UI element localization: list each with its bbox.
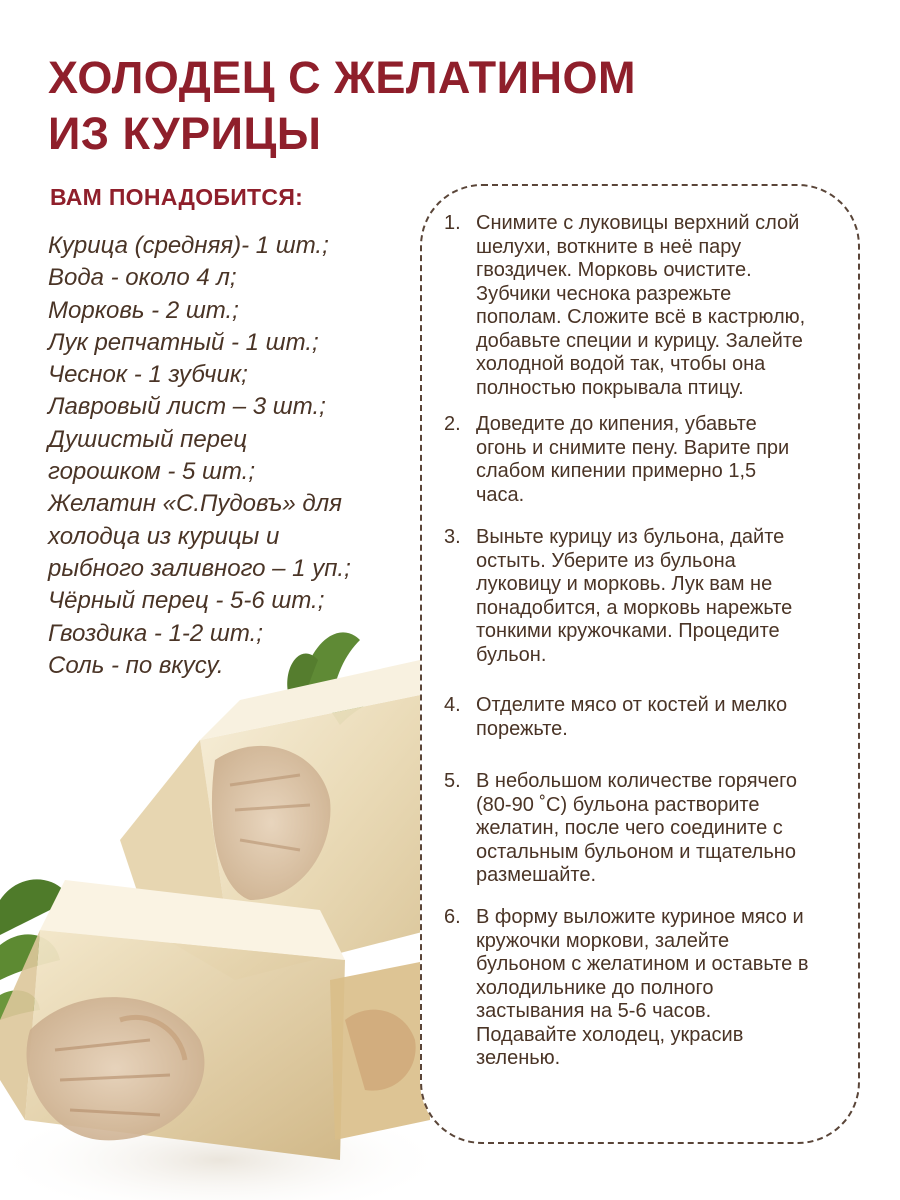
step-number: 1.: [444, 212, 461, 234]
step-text: [476, 694, 868, 741]
step-line: Выньте курицу из бульона, дайте: [476, 526, 785, 548]
step-number: 2.: [444, 413, 461, 435]
step-line: застывания на 5-6 часов.: [476, 1000, 712, 1022]
step-line: Зубчики чеснока разрежьте: [476, 282, 732, 305]
step-line: остыть. Уберите из бульона: [476, 549, 736, 572]
step-line: бульоном с желатином и оставьте в: [476, 953, 809, 975]
step-line: тонкими кружочками. Процедите: [476, 620, 780, 642]
step-line: луковицу и морковь. Лук вам не: [476, 573, 773, 595]
step-line: холодной водой так, чтобы она: [476, 353, 766, 375]
jellied-chicken-illustration: [0, 600, 430, 1200]
ingredient-line: Чёрный перец - 5-6 шт.;: [48, 587, 325, 615]
jelly-cube-front: [0, 880, 345, 1160]
step-text: [476, 906, 868, 1071]
ingredient-line: горошком - 5 шт.;: [48, 458, 255, 486]
recipe-title: [48, 50, 636, 162]
step-line: пополам. Сложите всё в кастрюлю,: [476, 306, 806, 328]
step-line: огонь и снимите пену. Варите при: [476, 436, 790, 459]
step-line: остальным бульоном и тщательно: [476, 840, 796, 863]
step-line: шелухи, воткните в неё пару: [476, 235, 742, 258]
step-line: полностью покрывала птицу.: [476, 376, 744, 399]
ingredient-line: Душистый перец: [48, 425, 248, 453]
step-line: Доведите до кипения, убавьте: [476, 413, 757, 435]
step-line: часа.: [476, 483, 525, 506]
step-text: [476, 526, 868, 667]
step-line: В небольшом количестве горячего: [476, 770, 798, 792]
step-line: зеленью.: [476, 1047, 561, 1069]
step-line: кружочки моркови, залейте: [476, 929, 730, 952]
step-line: размешайте.: [476, 864, 597, 886]
step-line: Отделите мясо от костей и мелко: [476, 694, 788, 716]
ingredient-line: Лук репчатный - 1 шт.;: [48, 328, 319, 356]
ingredient-line: Соль - по вкусу.: [48, 651, 224, 679]
step-line: добавьте специи и курицу. Залейте: [476, 329, 803, 352]
ingredient-line: холодца из курицы и: [48, 522, 280, 550]
step-line: В форму выложите куриное мясо и: [476, 906, 804, 928]
ingredient-line: Гвоздика - 1-2 шт.;: [48, 619, 263, 647]
jelly-cube-right: [330, 960, 430, 1140]
step-line: желатин, после чего соедините с: [476, 817, 783, 839]
ingredient-line: Вода - около 4 л;: [48, 264, 237, 292]
ingredient-line: Лавровый лист – 3 шт.;: [48, 393, 326, 421]
step-number: 5.: [444, 770, 461, 792]
ingredient-line: Курица (средняя)- 1 шт.;: [48, 232, 329, 259]
recipe-title-line-1: ХОЛОДЕЦ С ЖЕЛАТИНОМ: [48, 52, 636, 103]
ingredient-line: Морковь - 2 шт.;: [48, 296, 239, 324]
step-text: [476, 770, 868, 888]
step-line: Снимите с луковицы верхний слой: [476, 212, 800, 234]
ingredient-line: Желатин «С.Пудовъ» для: [48, 490, 342, 518]
step-line: бульон.: [476, 643, 547, 666]
step-text: [476, 212, 868, 400]
step-line: понадобится, а морковь нарежьте: [476, 596, 793, 619]
step-number: 4.: [444, 694, 461, 716]
recipe-title-line-2: ИЗ КУРИЦЫ: [48, 108, 322, 159]
ingredient-line: рыбного заливного – 1 уп.;: [48, 554, 351, 582]
step-line: Подавайте холодец, украсив: [476, 1023, 744, 1046]
step-line: порежьте.: [476, 717, 568, 740]
step-line: (80-90 ˚С) бульона растворите: [476, 793, 760, 816]
step-number: 6.: [444, 906, 461, 928]
step-line: гвоздичек. Морковь очистите.: [476, 259, 752, 281]
ingredients-list: [48, 230, 351, 682]
step-number: 3.: [444, 526, 461, 548]
ingredient-line: Чеснок - 1 зубчик;: [48, 361, 248, 389]
step-line: холодильнике до полного: [476, 976, 714, 999]
step-text: [476, 413, 868, 507]
ingredients-heading: ВАМ ПОНАДОБИТСЯ:: [50, 184, 304, 210]
step-line: слабом кипении примерно 1,5: [476, 460, 757, 482]
